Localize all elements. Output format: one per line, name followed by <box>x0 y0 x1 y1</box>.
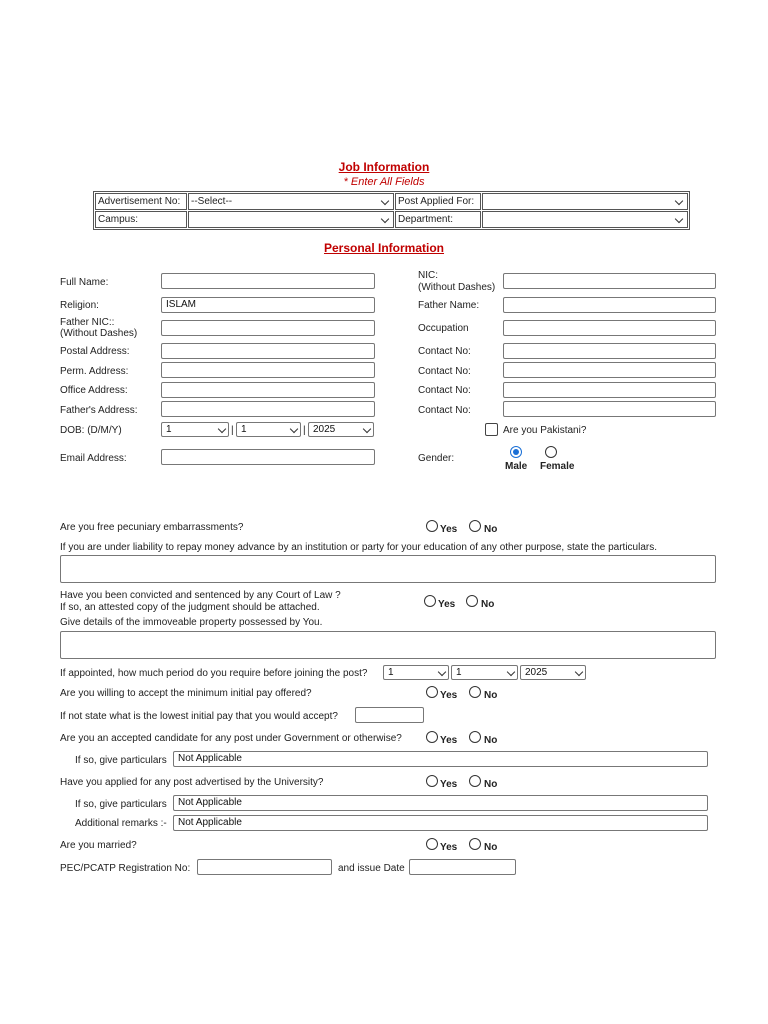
father-name-input[interactable] <box>503 297 716 313</box>
accepted-yes-radio[interactable] <box>426 731 438 743</box>
religion-label: Religion: <box>60 300 99 311</box>
office-address-label: Office Address: <box>60 385 128 396</box>
remarks-input[interactable]: Not Applicable <box>173 815 708 831</box>
married-yes-radio[interactable] <box>426 838 438 850</box>
dob-year-select[interactable] <box>308 422 374 437</box>
advertisement-value: --Select-- <box>191 195 233 207</box>
period-year-value: 2025 <box>525 667 548 678</box>
accepted-no-radio[interactable] <box>469 731 481 743</box>
job-information-title: Job Information <box>338 160 430 174</box>
pec-registration-label: PEC/PCATP Registration No: <box>60 863 191 874</box>
no-label: No <box>484 735 498 746</box>
min-pay-no-radio[interactable] <box>469 686 481 698</box>
applied-yes-radio[interactable] <box>426 775 438 787</box>
period-day-value: 1 <box>388 667 394 678</box>
contact-label: Contact No: <box>418 366 471 377</box>
office-address-input[interactable] <box>161 382 375 398</box>
chevron-down-icon <box>675 196 683 204</box>
contact-input-4[interactable] <box>503 401 716 417</box>
postal-address-label: Postal Address: <box>60 346 130 357</box>
pecuniary-yes-radio[interactable] <box>426 520 438 532</box>
father-nic-input[interactable] <box>161 320 375 336</box>
full-name-label: Full Name: <box>60 277 109 288</box>
religion-input[interactable]: ISLAM <box>161 297 375 313</box>
male-label: Male <box>505 461 528 472</box>
no-label: No <box>484 690 498 701</box>
convicted-note: If so, an attested copy of the judgment should be attached. <box>60 602 320 613</box>
contact-input-2[interactable] <box>503 362 716 378</box>
post-applied-label: Post Applied For: <box>395 193 481 210</box>
no-label: No <box>484 524 498 535</box>
dob-month-select[interactable] <box>236 422 301 437</box>
occupation-label: Occupation <box>418 323 469 334</box>
issue-date-input[interactable] <box>409 859 516 875</box>
father-nic-label: Father NIC:: <box>60 317 115 328</box>
accepted-question: Are you an accepted candidate for any post under Government or otherwise? <box>60 733 402 744</box>
particulars-input-2[interactable]: Not Applicable <box>173 795 708 811</box>
email-label: Email Address: <box>60 453 127 464</box>
period-month-value: 1 <box>456 667 462 678</box>
dob-label: DOB: (D/M/Y) <box>60 425 122 436</box>
female-label: Female <box>540 461 575 472</box>
chevron-down-icon <box>381 196 389 204</box>
yes-label: Yes <box>440 842 458 853</box>
lowest-pay-input[interactable] <box>355 707 424 723</box>
period-month-select[interactable] <box>451 665 518 680</box>
yes-label: Yes <box>440 524 458 535</box>
applied-no-radio[interactable] <box>469 775 481 787</box>
dob-day-select[interactable] <box>161 422 229 437</box>
postal-address-input[interactable] <box>161 343 375 359</box>
dob-day-value: 1 <box>166 424 172 435</box>
nic-input[interactable] <box>503 273 716 289</box>
pecuniary-question: Are you free pecuniary embarrassments? <box>60 522 244 533</box>
convicted-question: Have you been convicted and sentenced by any Court of Law ? <box>60 590 341 601</box>
particulars-input-1[interactable]: Not Applicable <box>173 751 708 767</box>
pakistani-checkbox[interactable] <box>485 423 498 436</box>
yes-label: Yes <box>438 599 456 610</box>
occupation-input[interactable] <box>503 320 716 336</box>
dob-year-value: 2025 <box>313 424 336 435</box>
perm-address-label: Perm. Address: <box>60 366 129 377</box>
department-select[interactable] <box>482 211 688 228</box>
gender-female-radio[interactable] <box>545 446 557 458</box>
period-day-select[interactable] <box>383 665 449 680</box>
no-label: No <box>481 599 495 610</box>
property-textarea[interactable] <box>60 631 716 659</box>
chevron-down-icon <box>218 425 226 433</box>
yes-label: Yes <box>440 779 458 790</box>
post-applied-select[interactable] <box>482 193 688 210</box>
min-pay-question: Are you willing to accept the minimum initial pay offered? <box>60 688 312 699</box>
dob-month-value: 1 <box>241 424 247 435</box>
perm-address-input[interactable] <box>161 362 375 378</box>
contact-input-1[interactable] <box>503 343 716 359</box>
contact-input-3[interactable] <box>503 382 716 398</box>
period-year-select[interactable] <box>520 665 586 680</box>
dob-separator: | <box>303 425 306 436</box>
pecuniary-no-radio[interactable] <box>469 520 481 532</box>
advertisement-label: Advertisement No: <box>95 193 187 210</box>
father-name-label: Father Name: <box>418 300 480 311</box>
fathers-address-label: Father's Address: <box>60 405 138 416</box>
chevron-down-icon <box>381 214 389 222</box>
pakistani-label: Are you Pakistani? <box>503 425 587 436</box>
period-question: If appointed, how much period do you require before joining the post? <box>60 668 368 679</box>
property-question: Give details of the immoveable property possessed by You. <box>60 617 323 628</box>
issue-date-label: and issue Date <box>338 863 405 874</box>
particulars-label-1: If so, give particulars <box>75 755 167 766</box>
married-no-radio[interactable] <box>469 838 481 850</box>
gender-label: Gender: <box>418 453 455 464</box>
no-label: No <box>484 842 498 853</box>
convicted-no-radio[interactable] <box>466 595 478 607</box>
chevron-down-icon <box>575 668 583 676</box>
no-label: No <box>484 779 498 790</box>
father-nic-hint: (Without Dashes) <box>60 328 138 339</box>
advertisement-select[interactable] <box>188 193 394 210</box>
convicted-yes-radio[interactable] <box>424 595 436 607</box>
chevron-down-icon <box>438 668 446 676</box>
applied-question: Have you applied for any post advertised by the University? <box>60 777 324 788</box>
min-pay-yes-radio[interactable] <box>426 686 438 698</box>
chevron-down-icon <box>290 425 298 433</box>
campus-label: Campus: <box>95 211 187 228</box>
department-label: Department: <box>395 211 481 228</box>
nic-label: NIC: <box>418 270 438 281</box>
contact-label: Contact No: <box>418 405 471 416</box>
contact-label: Contact No: <box>418 385 471 396</box>
gender-male-radio[interactable] <box>510 446 522 458</box>
lowest-pay-question: If not state what is the lowest initial pay that you would accept? <box>60 711 338 722</box>
chevron-down-icon <box>675 214 683 222</box>
remarks-label: Additional remarks :- <box>75 818 167 829</box>
liability-question: If you are under liability to repay money advance by an institution or party for your education of any other purpose, state the particulars. <box>60 542 658 553</box>
personal-information-title: Personal Information <box>323 241 445 255</box>
pec-registration-input[interactable] <box>197 859 332 875</box>
chevron-down-icon <box>507 668 515 676</box>
chevron-down-icon <box>363 425 371 433</box>
enter-all-fields-note: * Enter All Fields <box>343 176 425 188</box>
email-input[interactable] <box>161 449 375 465</box>
fathers-address-input[interactable] <box>161 401 375 417</box>
contact-label: Contact No: <box>418 346 471 357</box>
full-name-input[interactable] <box>161 273 375 289</box>
liability-textarea[interactable] <box>60 555 716 583</box>
yes-label: Yes <box>440 735 458 746</box>
campus-select[interactable] <box>188 211 394 228</box>
married-question: Are you married? <box>60 840 137 851</box>
nic-hint: (Without Dashes) <box>418 282 496 293</box>
yes-label: Yes <box>440 690 458 701</box>
particulars-label-2: If so, give particulars <box>75 799 167 810</box>
job-information-table <box>93 191 690 230</box>
dob-separator: | <box>231 425 234 436</box>
